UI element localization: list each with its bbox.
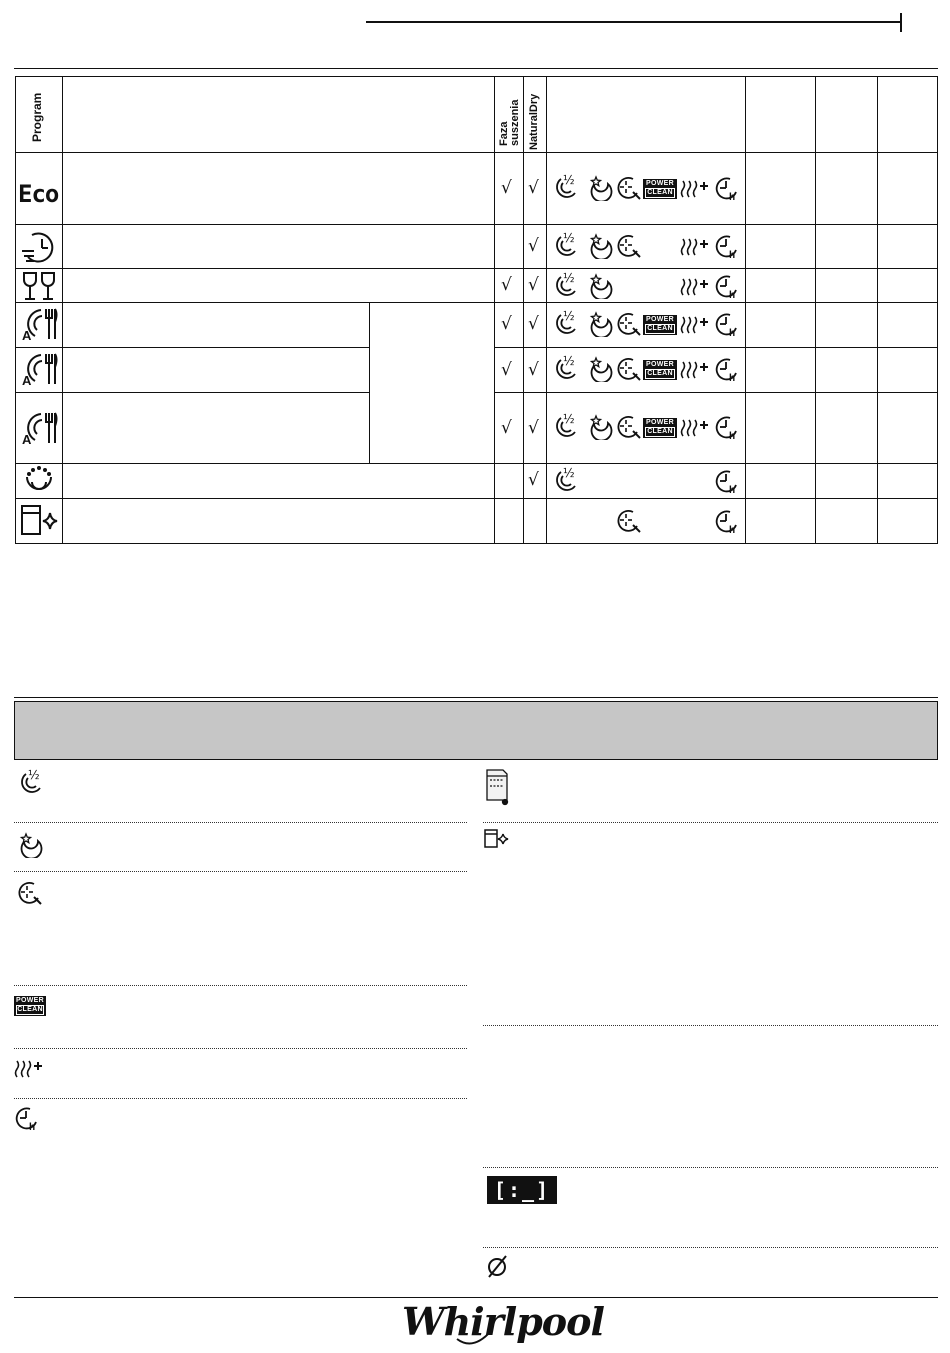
- separator: [14, 1098, 467, 1099]
- check-mark: √: [501, 418, 512, 438]
- program-table: [0, 0, 950, 560]
- half-load-icon: [553, 309, 581, 335]
- auto-program-icon: [21, 351, 59, 387]
- separator: [483, 1167, 938, 1168]
- delay-start-icon: [714, 508, 742, 536]
- header-natural-dry: NaturalDry: [528, 93, 540, 150]
- delay-start-icon: [714, 311, 742, 339]
- check-mark: √: [528, 418, 539, 438]
- delay-start-icon: [714, 233, 742, 261]
- separator: [14, 1048, 467, 1049]
- header-program: Program: [30, 92, 44, 142]
- display-indicator: [:_]: [487, 1176, 557, 1204]
- check-mark: √: [528, 178, 539, 198]
- auto-program-icon: [21, 410, 59, 446]
- clean-label: CLEAN: [17, 1006, 43, 1013]
- sensor-wash-icon: [615, 356, 643, 382]
- delay-start-icon: [714, 414, 742, 442]
- half-load-icon: [553, 271, 581, 297]
- check-mark: √: [501, 275, 512, 295]
- half-load-icon: [18, 768, 46, 794]
- sensor-wash-icon: [615, 311, 643, 337]
- extra-dry-icon: [680, 314, 710, 336]
- check-mark: √: [501, 360, 512, 380]
- extra-dry-icon: [680, 236, 710, 258]
- delay-start-icon: [714, 468, 742, 496]
- extra-dry-icon: [680, 178, 710, 200]
- separator: [483, 1247, 938, 1248]
- half-load-icon: [553, 354, 581, 380]
- clean-label: CLEAN: [645, 324, 675, 334]
- night-silent-icon: [586, 414, 614, 440]
- delay-start-icon: [14, 1105, 42, 1133]
- sensor-wash-icon: [615, 508, 643, 534]
- extra-dry-icon: [680, 417, 710, 439]
- dishwasher-tablet-icon: [483, 768, 511, 806]
- separator: [483, 1025, 938, 1026]
- quick-program-icon: [20, 229, 58, 265]
- power-label: POWER: [646, 316, 674, 323]
- night-silent-icon: [586, 356, 614, 382]
- check-mark: √: [501, 314, 512, 334]
- check-mark: √: [528, 275, 539, 295]
- machine-care-icon: [484, 829, 510, 849]
- power-clean-icon: [643, 360, 677, 380]
- sensor-wash-icon: [615, 414, 643, 440]
- power-clean-icon: [643, 418, 677, 438]
- check-mark: √: [501, 178, 512, 198]
- power-clean-icon: [14, 996, 46, 1016]
- auto-program-icon: [21, 306, 59, 342]
- power-label: POWER: [646, 180, 674, 187]
- half-load-icon: [553, 173, 581, 199]
- night-silent-icon: [586, 311, 614, 337]
- half-load-icon: [553, 231, 581, 257]
- sensor-wash-icon: [615, 233, 643, 259]
- check-mark: √: [528, 314, 539, 334]
- half-load-icon: [553, 412, 581, 438]
- half-load-icon: [553, 466, 581, 492]
- glass-program-icon: [21, 270, 57, 302]
- options-header-bar: [14, 701, 938, 760]
- check-mark: √: [528, 470, 539, 490]
- clean-label: CLEAN: [645, 427, 675, 437]
- power-clean-icon: [643, 315, 677, 335]
- delay-start-icon: [714, 356, 742, 384]
- svg-text:A: A: [22, 432, 32, 446]
- power-label: POWER: [646, 419, 674, 426]
- brand-logo: Whirlpool: [402, 1299, 604, 1344]
- power-label: POWER: [646, 361, 674, 368]
- brand-swoosh: [455, 1327, 495, 1349]
- clean-label: CLEAN: [645, 369, 675, 379]
- separator: [14, 822, 467, 823]
- section-rule: [14, 697, 938, 698]
- prewash-program-icon: [22, 465, 56, 497]
- machine-care-program-icon: [20, 504, 58, 538]
- footer-rule: [14, 1297, 938, 1298]
- extra-dry-icon: [680, 359, 710, 381]
- delay-start-icon: [714, 273, 742, 301]
- sensor-wash-icon: [615, 175, 643, 201]
- eco-program-label: Eco: [18, 180, 59, 208]
- power-label: POWER: [16, 997, 44, 1004]
- separator: [483, 822, 938, 823]
- delay-start-icon: [714, 175, 742, 203]
- header-drying-phase: Faza suszenia: [498, 99, 521, 146]
- night-silent-icon: [586, 175, 614, 201]
- night-silent-icon: [586, 233, 614, 259]
- extra-dry-icon: [680, 276, 710, 298]
- separator: [14, 871, 467, 872]
- disabled-icon: [485, 1253, 511, 1279]
- night-silent-icon: [586, 273, 614, 299]
- sensor-wash-icon: [16, 880, 44, 906]
- night-silent-icon: [16, 832, 44, 858]
- svg-text:A: A: [22, 328, 32, 342]
- separator: [14, 985, 467, 986]
- power-clean-icon: [643, 179, 677, 199]
- svg-text:A: A: [22, 373, 32, 387]
- check-mark: √: [528, 360, 539, 380]
- check-mark: √: [528, 236, 539, 256]
- clean-label: CLEAN: [645, 188, 675, 198]
- extra-dry-icon: [14, 1058, 44, 1080]
